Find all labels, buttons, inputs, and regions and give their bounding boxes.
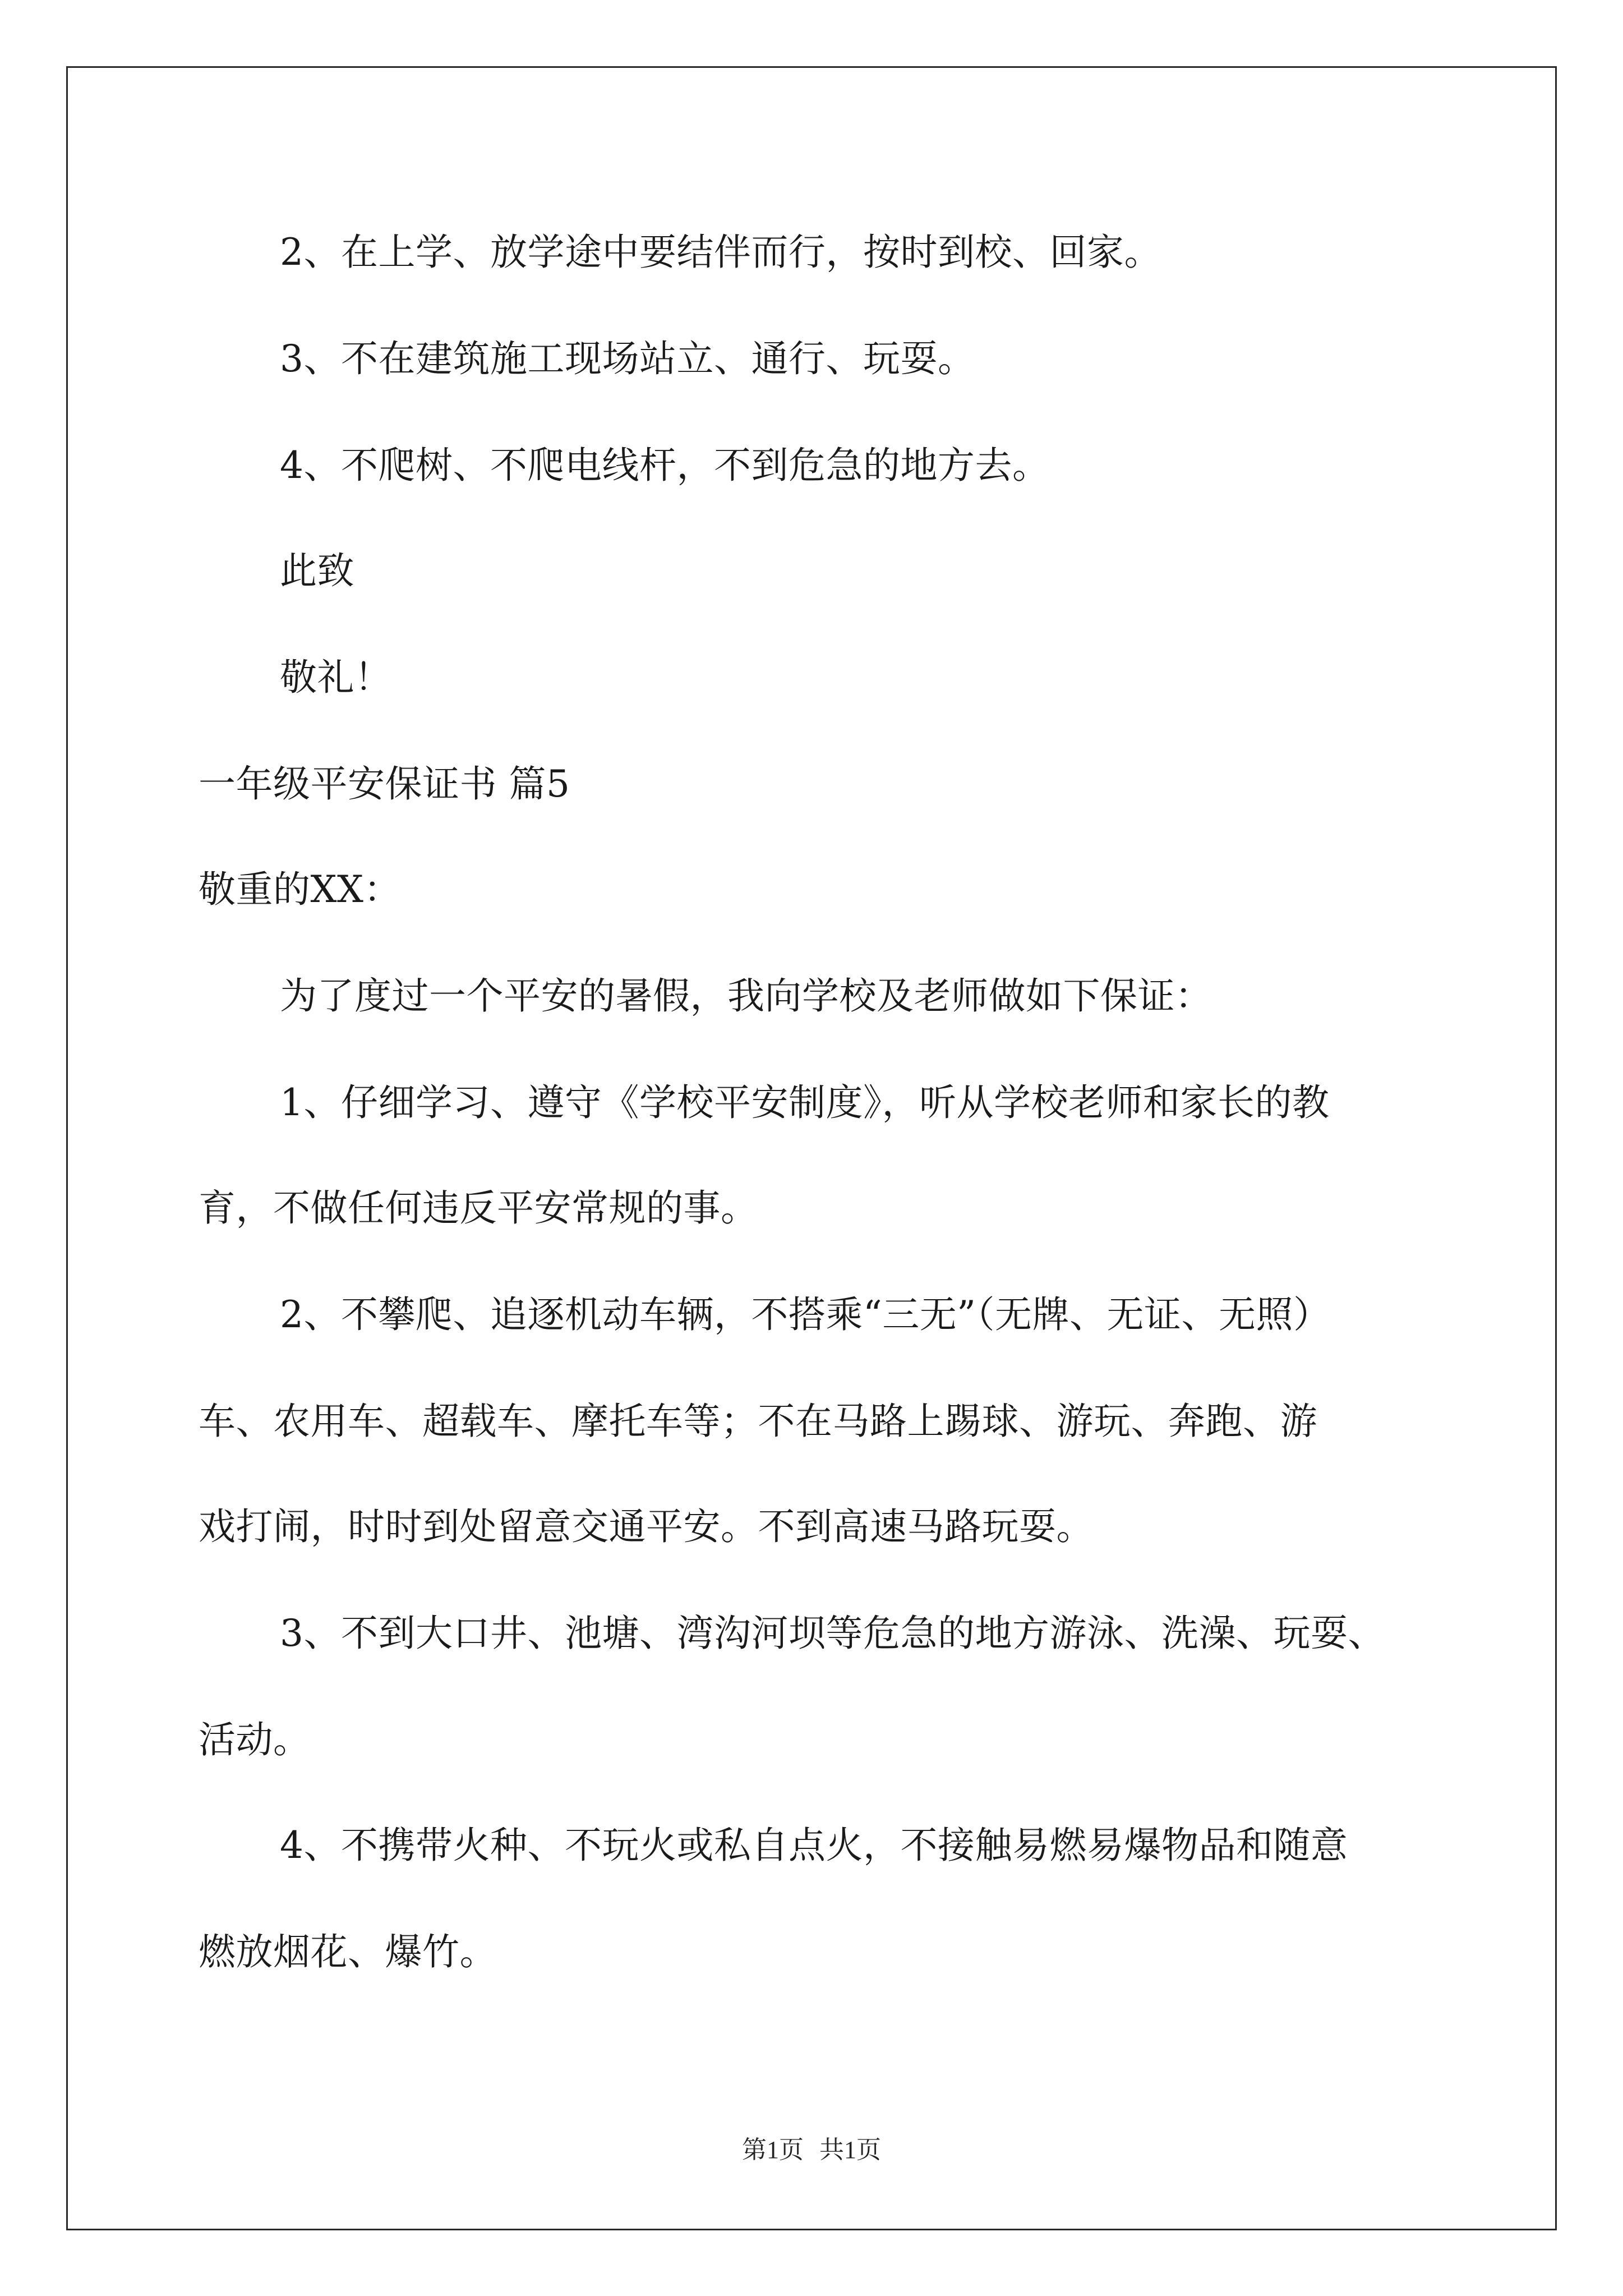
page-number: 第1页 [742,2136,804,2164]
closing-salutation: 此致 [280,549,354,592]
page-total: 共1页 [819,2136,881,2164]
greeting-line: 敬重的XX： [199,868,401,911]
paragraph-line: 3、不到大口井、池塘、湾沟河坝等危急的地方游泳、洗澡、玩耍、 [280,1612,1385,1655]
paragraph-line: 燃放烟花、爆竹。 [199,1930,497,1973]
paragraph-line: 2、在上学、放学途中要结伴而行，按时到校、回家。 [280,231,1161,274]
paragraph-line: 车、农用车、超载车、摩托车等；不在马路上踢球、游玩、奔跑、游 [199,1400,1317,1443]
paragraph-line: 3、不在建筑施工现场站立、通行、玩耍。 [280,337,975,380]
paragraph-line: 戏打闹，时时到处留意交通平安。不到高速马路玩耍。 [199,1505,1094,1548]
paragraph-line: 活动。 [199,1718,311,1761]
closing-regards: 敬礼！ [280,656,392,699]
paragraph-line: 1、仔细学习、遵守《学校平安制度》，听从学校老师和家长的教 [280,1081,1330,1124]
paragraph-line: 为了度过一个平安的暑假，我向学校及老师做如下保证： [280,974,1212,1018]
page-border [66,66,1557,2230]
section-heading: 一年级平安保证书 篇5 [199,762,570,806]
paragraph-line: 4、不爬树、不爬电线杆，不到危急的地方去。 [280,444,1050,487]
page-footer [0,2135,1623,2165]
paragraph-line: 4、不携带火种、不玩火或私自点火，不接触易燃易爆物品和随意 [280,1824,1348,1867]
paragraph-line: 2、不攀爬、追逐机动车辆，不搭乘“三无”（无牌、无证、无照） [280,1293,1331,1336]
paragraph-line: 育，不做任何违反平安常规的事。 [199,1186,758,1230]
